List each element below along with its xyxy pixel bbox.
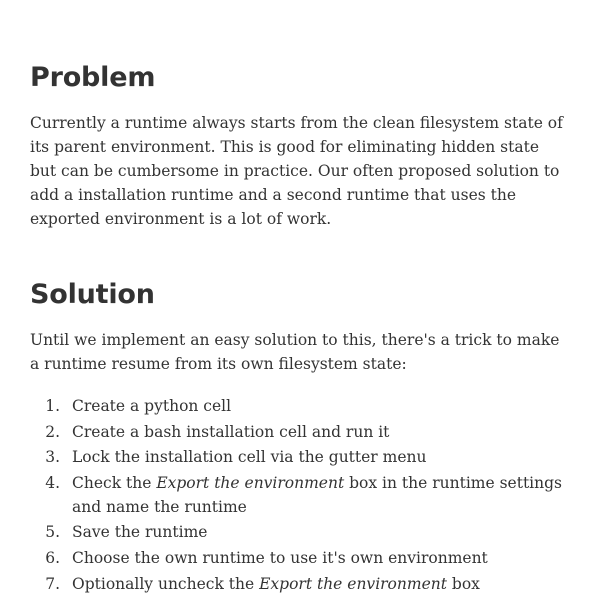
list-item-text-pre: Optionally uncheck the (72, 574, 260, 593)
list-item-number: 5. (45, 523, 60, 542)
list-item-text: Lock the installation cell via the gutter menu (72, 448, 427, 467)
list-item-text-post: box in the runtime settings and name the runtime (72, 473, 562, 516)
list-item (30, 471, 565, 519)
list-item-emphasis: Export the environment (156, 473, 345, 492)
list-item (30, 445, 565, 469)
list-item (30, 572, 565, 596)
list-item-text: Save the runtime (72, 523, 208, 542)
list-item (30, 420, 565, 444)
list-item-text: Create a bash installation cell and run it (72, 422, 390, 441)
list-item-number: 2. (45, 422, 60, 441)
list-item-text-post: box (446, 574, 480, 593)
solution-steps-list (30, 394, 565, 597)
list-item (30, 520, 565, 544)
list-item-number: 4. (45, 473, 60, 492)
list-item (30, 394, 565, 418)
list-item (30, 546, 565, 570)
list-item-number: 6. (45, 548, 60, 567)
list-item-emphasis: Export the environment (259, 574, 447, 593)
solution-heading: Solution (30, 279, 155, 310)
list-item-number: 1. (45, 397, 60, 415)
list-item-number: 7. (45, 574, 60, 593)
list-item-text-pre: Check the (72, 473, 157, 492)
list-item-number: 3. (45, 448, 60, 467)
problem-paragraph: Currently a runtime always starts from the clean filesystem state of its parent environment. This is good for eliminating hidden state but can be cumbersome in practice. Our often proposed solution to add a installation runtime and a second runtime that uses the exported environment is a lot of work. (30, 114, 563, 228)
list-item-text: Create a python cell (72, 397, 232, 415)
list-item-text: Choose the own runtime to use it's own environment (72, 548, 488, 567)
solution-intro-paragraph: Until we implement an easy solution to this, there's a trick to make a runtime resume from its own filesystem state: (30, 331, 560, 373)
problem-heading: Problem (30, 62, 156, 93)
